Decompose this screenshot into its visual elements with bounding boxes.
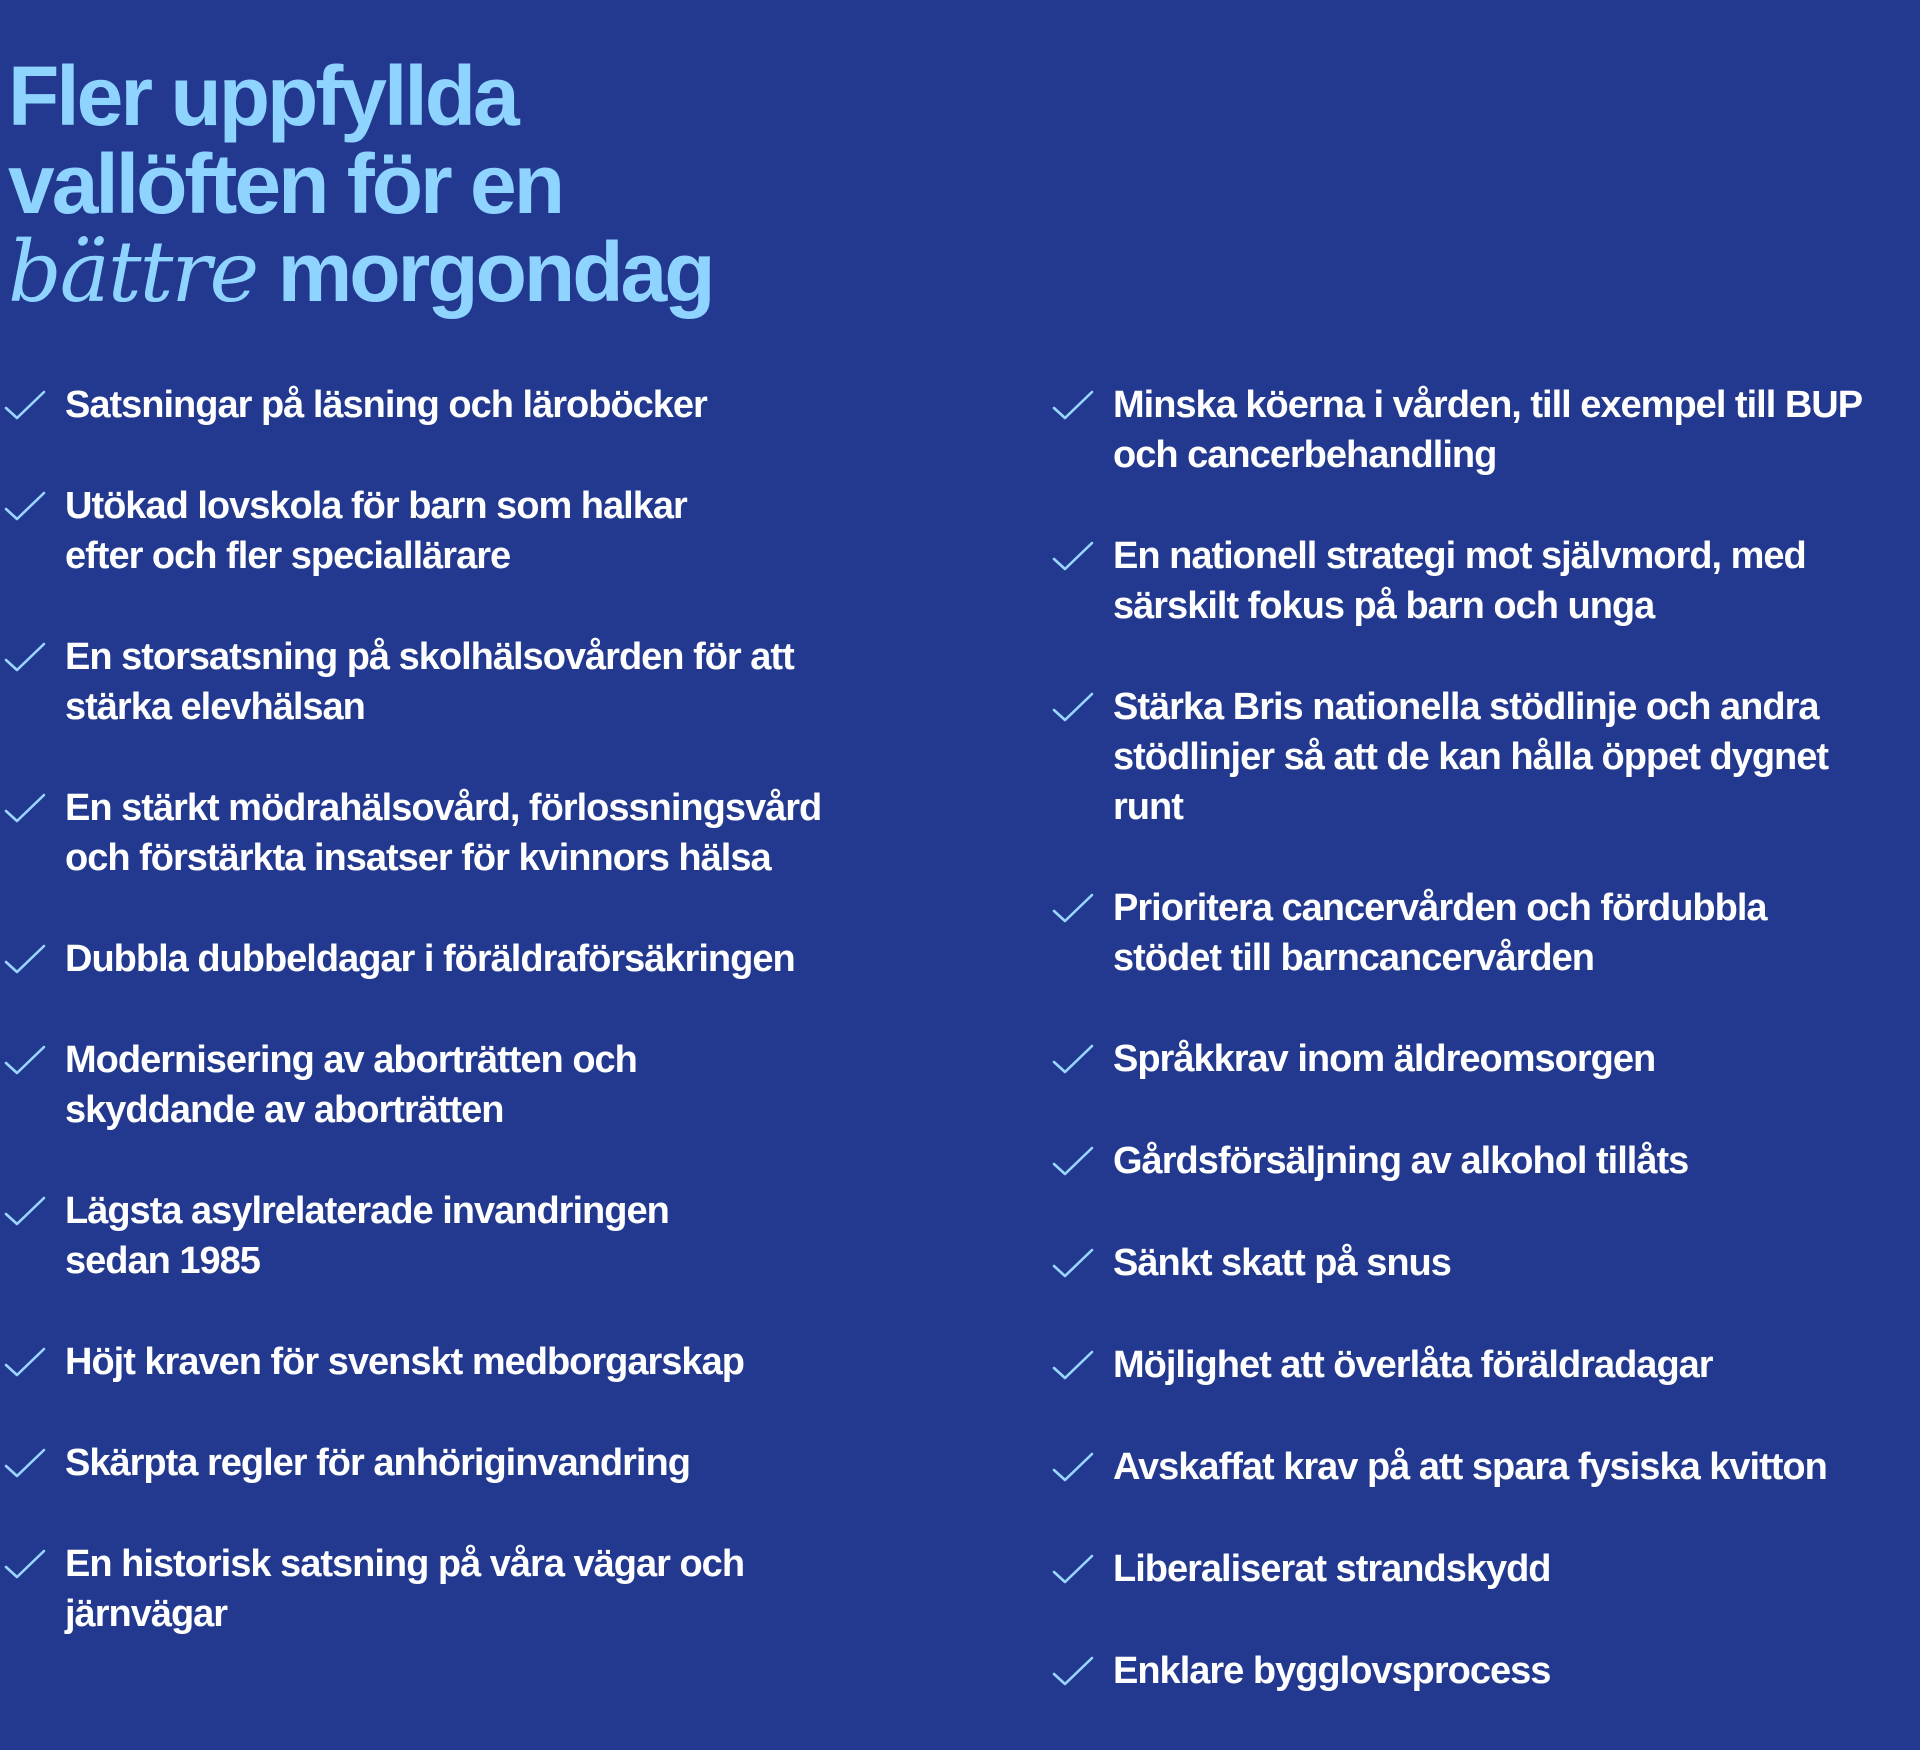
check-icon [1050, 1244, 1096, 1282]
list-item [1048, 1034, 1920, 1084]
item-text: Enklare bygglovsprocess [1113, 1650, 1551, 1692]
check-icon [1050, 386, 1096, 424]
item-text: Liberaliserat strandskydd [1113, 1548, 1551, 1590]
item-text: Lägsta asylrelaterade invandringen sedan 1985 [65, 1190, 669, 1282]
item-text: En stärkt mödrahälsovård, förlossningsvård och förstärkta insatser för kvinnors hälsa [65, 787, 822, 879]
item-text: Språkkrav inom äldreomsorgen [1113, 1038, 1656, 1080]
check-icon [1050, 1142, 1096, 1180]
item-text: Avskaffat krav på att spara fysiska kvitton [1113, 1446, 1827, 1488]
item-text: Prioritera cancervården och fördubbla stödet till barncancervården [1113, 887, 1767, 979]
headline-line-2: vallöften för en [8, 137, 563, 231]
list-item [1048, 1646, 1920, 1696]
item-text: En storsatsning på skolhälsovården för att stärka elevhälsan [65, 636, 794, 728]
check-icon [1050, 1550, 1096, 1588]
check-icon [2, 1192, 48, 1230]
list-item [0, 632, 865, 732]
item-text: Sänkt skatt på snus [1113, 1242, 1451, 1284]
list-item [1048, 531, 1873, 631]
check-icon [2, 487, 48, 525]
check-icon [1050, 889, 1096, 927]
list-item [0, 481, 765, 581]
check-icon [2, 386, 48, 424]
list-item [0, 1186, 745, 1286]
headline-italic-word: bättre [8, 223, 258, 321]
list-item [1048, 1340, 1920, 1390]
check-icon [2, 789, 48, 827]
headline-line-1: Fler uppfyllda [8, 49, 517, 143]
item-text: En historisk satsning på våra vägar och järnvägar [65, 1543, 745, 1635]
check-icon [2, 1545, 48, 1583]
list-item [1048, 1544, 1920, 1594]
list-item [1048, 883, 1853, 983]
list-item [0, 1539, 825, 1639]
check-icon [2, 940, 48, 978]
item-text: Minska köerna i vården, till exempel till BUP och cancerbehandling [1113, 384, 1862, 476]
check-icon [1050, 1448, 1096, 1486]
check-icon [1050, 688, 1096, 726]
item-text: Utökad lovskola för barn som halkar efter och fler speciallärare [65, 485, 687, 577]
check-icon [1050, 1346, 1096, 1384]
item-text: Skärpta regler för anhöriginvandring [65, 1442, 690, 1484]
list-item [1048, 1238, 1920, 1288]
check-icon [2, 1041, 48, 1079]
item-text: Gårdsförsäljning av alkohol tillåts [1113, 1140, 1689, 1182]
check-icon [1050, 537, 1096, 575]
check-icon [2, 1343, 48, 1381]
item-text: Dubbla dubbeldagar i föräldraförsäkringen [65, 938, 795, 980]
headline-line-3 [8, 223, 713, 321]
list-item [0, 1035, 705, 1135]
list-item [0, 1337, 925, 1387]
item-text: Möjlighet att överlåta föräldradagar [1113, 1344, 1713, 1386]
page-headline [8, 49, 713, 321]
list-item [0, 1438, 925, 1488]
list-item [1048, 1136, 1920, 1186]
item-text: Höjt kraven för svenskt medborgarskap [65, 1341, 744, 1383]
check-icon [2, 1444, 48, 1482]
item-text: Modernisering av aborträtten och skyddande av aborträtten [65, 1039, 637, 1131]
list-item [1048, 380, 1920, 480]
item-text: Satsningar på läsning och läroböcker [65, 384, 707, 426]
list-item [0, 783, 845, 883]
check-icon [2, 638, 48, 676]
check-icon [1050, 1040, 1096, 1078]
check-icon [1050, 1652, 1096, 1690]
item-text: En nationell strategi mot självmord, med särskilt fokus på barn och unga [1113, 535, 1806, 627]
right-promise-list [1048, 380, 1920, 1748]
headline-line-3-rest: morgondag [277, 225, 713, 319]
list-item [0, 380, 765, 430]
left-promise-list [0, 380, 900, 1690]
list-item [1048, 1442, 1920, 1492]
list-item [0, 934, 925, 984]
list-item [1048, 682, 1883, 832]
item-text: Stärka Bris nationella stödlinje och andra stödlinjer så att de kan hålla öppet dygnet runt [1113, 686, 1829, 828]
